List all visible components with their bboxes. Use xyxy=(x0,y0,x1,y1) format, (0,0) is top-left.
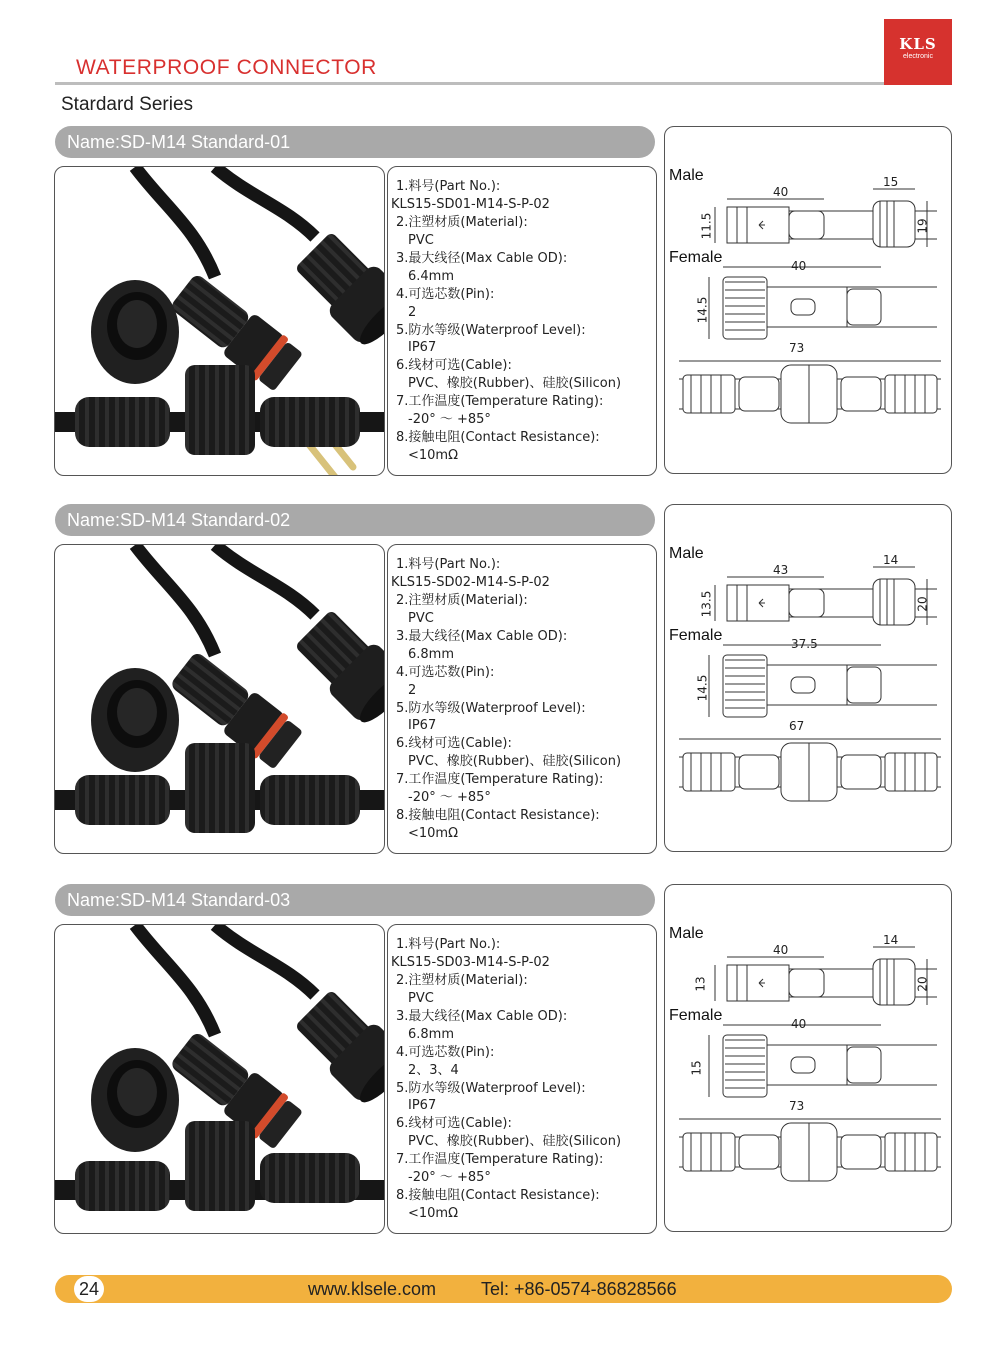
spec-line: -20° ～ +85° xyxy=(408,790,491,806)
spec-line: 1.料号(Part No.): xyxy=(396,557,501,572)
spec-line: PVC xyxy=(408,610,434,626)
spec-line: <10mΩ xyxy=(408,448,459,464)
spec-line: PVC、橡胶(Rubber)、硅胶(Silicon) xyxy=(408,376,622,392)
spec-panel xyxy=(387,544,657,854)
spec-line: PVC、橡胶(Rubber)、硅胶(Silicon) xyxy=(408,1134,622,1150)
spec-line: 2、3、4 xyxy=(408,1062,459,1078)
spec-line: 5.防水等级(Waterproof Level): xyxy=(396,1080,586,1096)
male-height-dim: 13 xyxy=(693,976,708,992)
spec-line: KLS15-SD01-M14-S-P-02 xyxy=(391,196,550,212)
spec-line: 8.接触电阻(Contact Resistance): xyxy=(396,808,600,824)
spec-line: <10mΩ xyxy=(408,1206,459,1222)
spec-line: 2.注塑材质(Material): xyxy=(396,592,528,608)
brand-name: KLS xyxy=(899,35,937,53)
spec-line: 2 xyxy=(408,304,417,320)
male-label: Male xyxy=(669,167,704,184)
female-label: Female xyxy=(669,627,723,644)
dimension-drawing xyxy=(664,884,952,1232)
spec-line: PVC xyxy=(408,232,434,248)
product-name-bar: Name:SD-M14 Standard-01 xyxy=(55,126,655,158)
female-height-dim: 14.5 xyxy=(695,674,710,702)
spec-line: -20° ～ +85° xyxy=(408,1170,491,1186)
spec-line: 3.最大线径(Max Cable OD): xyxy=(396,628,568,644)
spec-line: 8.接触电阻(Contact Resistance): xyxy=(396,1188,600,1204)
male-nut-dim: 14 xyxy=(883,553,899,567)
spec-line: 1.料号(Part No.): xyxy=(396,937,501,952)
product-photo xyxy=(54,544,385,854)
male-height-dim: 13.5 xyxy=(699,590,714,618)
spec-line: 6.8mm xyxy=(408,646,455,662)
male-label: Male xyxy=(669,925,704,942)
spec-line: 7.工作温度(Temperature Rating): xyxy=(396,1152,604,1168)
spec-line: 6.线材可选(Cable): xyxy=(396,1116,512,1132)
website-link[interactable]: www.klsele.com xyxy=(308,1279,437,1299)
male-nut-height-dim: 19 xyxy=(915,218,930,234)
total-length-dim: 73 xyxy=(789,341,805,355)
product-name-bar: Name:SD-M14 Standard-02 xyxy=(55,504,655,536)
spec-line: PVC xyxy=(408,990,434,1006)
male-label: Male xyxy=(669,545,704,562)
product-section xyxy=(0,126,1000,486)
product-name-bar: Name:SD-M14 Standard-03 xyxy=(55,884,655,916)
spec-line: 1.料号(Part No.): xyxy=(396,179,501,194)
spec-line: KLS15-SD02-M14-S-P-02 xyxy=(391,574,550,590)
spec-line: 6.线材可选(Cable): xyxy=(396,358,512,374)
male-nut-dim: 14 xyxy=(883,933,899,947)
product-section xyxy=(0,504,1000,864)
female-height-dim: 14.5 xyxy=(695,296,710,324)
spec-line: -20° ～ +85° xyxy=(408,412,491,428)
product-photo xyxy=(54,166,385,476)
page-number: 24 xyxy=(74,1276,104,1302)
spec-line: KLS15-SD03-M14-S-P-02 xyxy=(391,954,550,970)
total-length-dim: 73 xyxy=(789,1099,805,1113)
spec-line: 3.最大线径(Max Cable OD): xyxy=(396,250,568,266)
brand-subtitle: electronic xyxy=(903,53,933,60)
spec-line: 2 xyxy=(408,682,417,698)
total-length-dim: 67 xyxy=(789,719,805,733)
spec-line: 7.工作温度(Temperature Rating): xyxy=(396,394,604,410)
page-title: WATERPROOF CONNECTOR xyxy=(76,56,377,79)
spec-line: 6.4mm xyxy=(408,268,455,284)
spec-line: 2.注塑材质(Material): xyxy=(396,972,528,988)
spec-line: 4.可选芯数(Pin): xyxy=(396,1044,495,1060)
spec-line: 7.工作温度(Temperature Rating): xyxy=(396,772,604,788)
spec-panel xyxy=(387,166,657,476)
spec-line: 5.防水等级(Waterproof Level): xyxy=(396,700,586,716)
spec-line: 4.可选芯数(Pin): xyxy=(396,664,495,680)
dimension-drawing xyxy=(664,504,952,852)
series-title: Stardard Series xyxy=(61,94,194,115)
product-section xyxy=(0,884,1000,1244)
female-label: Female xyxy=(669,1007,723,1024)
male-length-dim: 43 xyxy=(773,563,789,577)
female-length-dim: 40 xyxy=(791,259,807,273)
spec-line: 3.最大线径(Max Cable OD): xyxy=(396,1008,568,1024)
brand-logo xyxy=(884,19,952,85)
female-length-dim: 37.5 xyxy=(791,637,818,651)
spec-line: 5.防水等级(Waterproof Level): xyxy=(396,322,586,338)
male-length-dim: 40 xyxy=(773,185,789,199)
male-nut-height-dim: 20 xyxy=(915,976,930,992)
female-height-dim: 15 xyxy=(689,1060,704,1076)
spec-line: IP67 xyxy=(408,1098,437,1114)
dimension-drawing xyxy=(664,126,952,474)
male-nut-dim: 15 xyxy=(883,175,899,189)
spec-line: 6.8mm xyxy=(408,1026,455,1042)
male-height-dim: 11.5 xyxy=(699,212,714,240)
spec-line: 6.线材可选(Cable): xyxy=(396,736,512,752)
female-length-dim: 40 xyxy=(791,1017,807,1031)
male-nut-height-dim: 20 xyxy=(915,596,930,612)
header-rule xyxy=(55,82,952,85)
spec-line: IP67 xyxy=(408,718,437,734)
spec-line: <10mΩ xyxy=(408,826,459,842)
spec-panel xyxy=(387,924,657,1234)
spec-line: PVC、橡胶(Rubber)、硅胶(Silicon) xyxy=(408,754,622,770)
spec-line: 2.注塑材质(Material): xyxy=(396,214,528,230)
spec-line: IP67 xyxy=(408,340,437,356)
spec-line: 8.接触电阻(Contact Resistance): xyxy=(396,430,600,446)
phone-number: Tel: +86-0574-86828566 xyxy=(481,1279,677,1299)
male-length-dim: 40 xyxy=(773,943,789,957)
spec-line: 4.可选芯数(Pin): xyxy=(396,286,495,302)
product-photo xyxy=(54,924,385,1234)
female-label: Female xyxy=(669,249,723,266)
